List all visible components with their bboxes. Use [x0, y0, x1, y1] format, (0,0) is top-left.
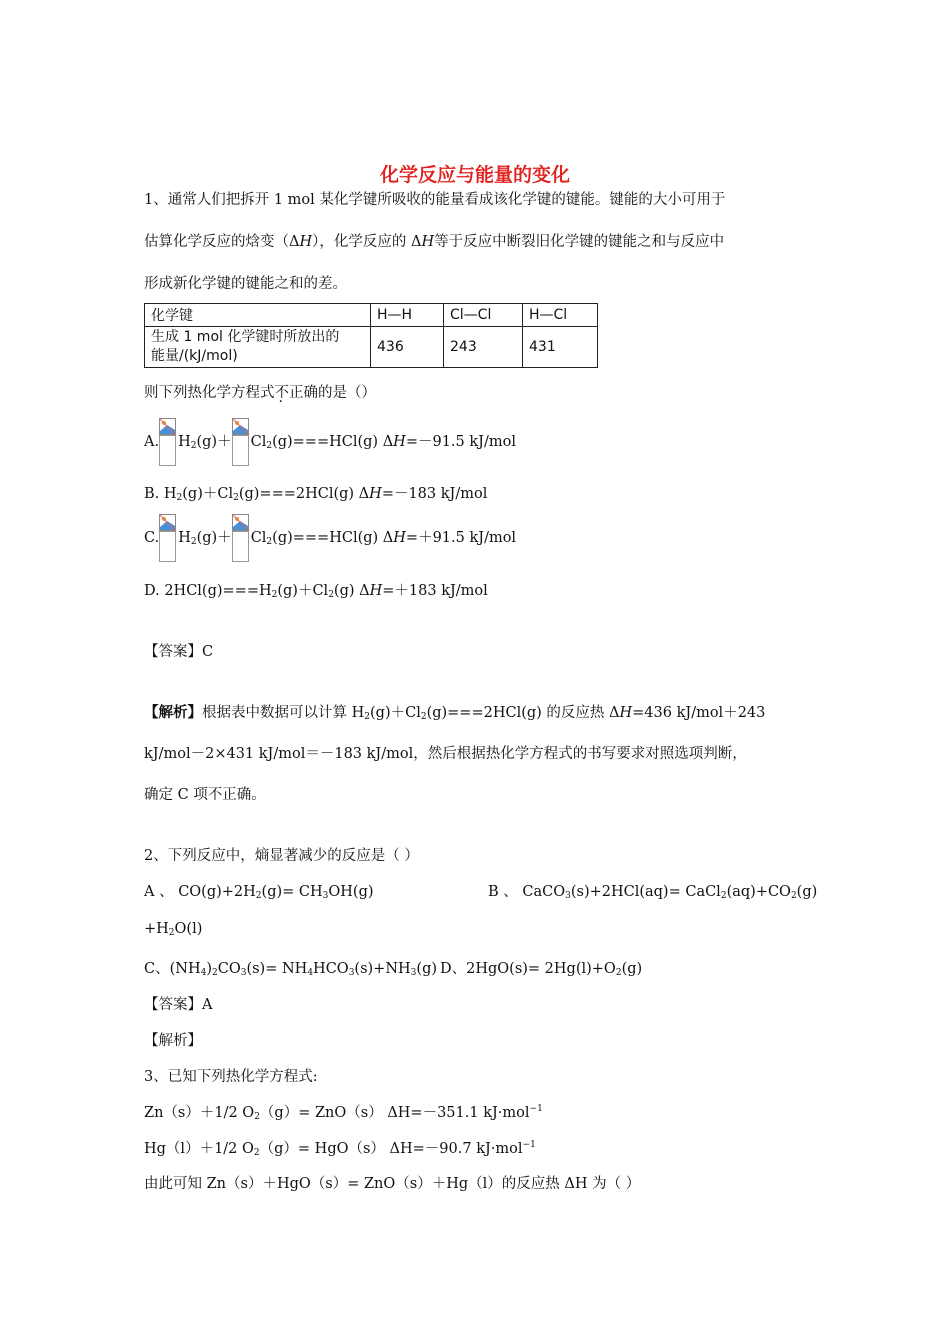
- q3-equation-1: Zn（s）＋1/2 $O_2(g)= ZnO(s)$ ΔH=－351.1 kJ·mol$^{-1}$: [144, 1104, 543, 1122]
- q3-equation-2: Hg（l）＋1/2 $O_2(g)= HgO(s)$ ΔH=－90.7 kJ·mol$^{-1}$: [144, 1140, 536, 1158]
- table-cell: 431: [523, 327, 598, 368]
- q2-question: 2、下列反应中，熵显著减少的反应是（ ）: [144, 848, 419, 864]
- q2-option-b: B 、 CaCO$_3$(s)+2HCl(aq)= $CaCl_2(aq)+CO_2(g)$: [488, 884, 818, 901]
- table-header-cell: Cl—Cl: [444, 304, 523, 327]
- option-b: B. $H_2(g)+Cl_2(g)===2HCl(g)$ ΔH=－183 kJ/mol: [144, 486, 488, 503]
- q2-answer: 【答案】A: [144, 997, 213, 1013]
- q2-option-a: A 、 $CO(g)+2H_2(g)= CH_3OH(g)$: [144, 884, 374, 901]
- table-header-row: [145, 304, 598, 327]
- table-header-cell: 化学键: [145, 304, 371, 327]
- half-fraction-image: [232, 418, 249, 466]
- table-row-label: 生成 1 mol 化学键时所放出的 能量/(kJ/mol): [145, 327, 371, 368]
- table-cell: 436: [371, 327, 444, 368]
- q1-intro-line-3: 形成新化学键的键能之和的差。: [144, 276, 347, 292]
- q1-analysis-line-1: 【解析】根据表中数据可以计算 $H_2(g)+Cl_2(g)===2HCl(g)$ 的反应热 ΔH=436 kJ/mol＋243: [144, 704, 766, 722]
- half-fraction-image: [159, 418, 176, 466]
- q1-analysis-line-2: kJ/mol－2×431 kJ/mol＝－183 kJ/mol，然后根据热化学方程式的书写要求对照选项判断，: [144, 746, 747, 762]
- bond-energy-table: [144, 303, 598, 368]
- q1-question: 则下列热化学方程式不正确的是（）: [144, 385, 376, 401]
- option-a: A. $H_2(g)+$ $Cl_2(g)===HCl(g)$ ΔH=－91.5 kJ/mol: [144, 417, 516, 467]
- q1-intro-line-1: 1、通常人们把拆开 1 mol 某化学键所吸收的能量看成该化学键的键能。键能的大小可用于: [144, 192, 726, 208]
- half-fraction-image: [159, 514, 176, 562]
- page-title: 化学反应与能量的变化: [379, 164, 570, 186]
- q2-option-c: C、$(NH_4)_2CO_3(s)= NH_4HCO_3(s)+NH_3(g)$: [144, 961, 438, 978]
- q1-analysis-line-3: 确定 C 项不正确。: [144, 787, 266, 803]
- option-c: C. $H_2(g)+$ $Cl_2(g)===HCl(g)$ ΔH=＋91.5 kJ/mol: [144, 513, 516, 563]
- q2-analysis: 【解析】: [144, 1033, 202, 1049]
- table-header-cell: H—Cl: [523, 304, 598, 327]
- q3-question: 3、已知下列热化学方程式:: [144, 1069, 318, 1085]
- q3-question-last: 由此可知 Zn（s）＋HgO（s）= ZnO（s）＋Hg（l）的反应热 ΔH 为（ ）: [144, 1176, 641, 1192]
- q1-intro-line-2: 估算化学反应的焓变（ΔH），化学反应的 ΔH等于反应中断裂旧化学键的键能之和与反应中: [144, 234, 725, 250]
- option-d: D. $2HCl(g)===H_2(g)+Cl_2(g)$ ΔH=＋183 kJ/mol: [144, 583, 488, 600]
- half-fraction-image: [232, 514, 249, 562]
- q2-option-b-continued: $+H_2O(l)$: [144, 921, 203, 938]
- table-row: [145, 327, 598, 368]
- table-cell: 243: [444, 327, 523, 368]
- q1-answer: 【答案】C: [144, 644, 214, 660]
- q2-option-d: D、$2HgO(s)= 2Hg(l)+O_2(g)$: [440, 961, 643, 978]
- table-header-cell: H—H: [371, 304, 444, 327]
